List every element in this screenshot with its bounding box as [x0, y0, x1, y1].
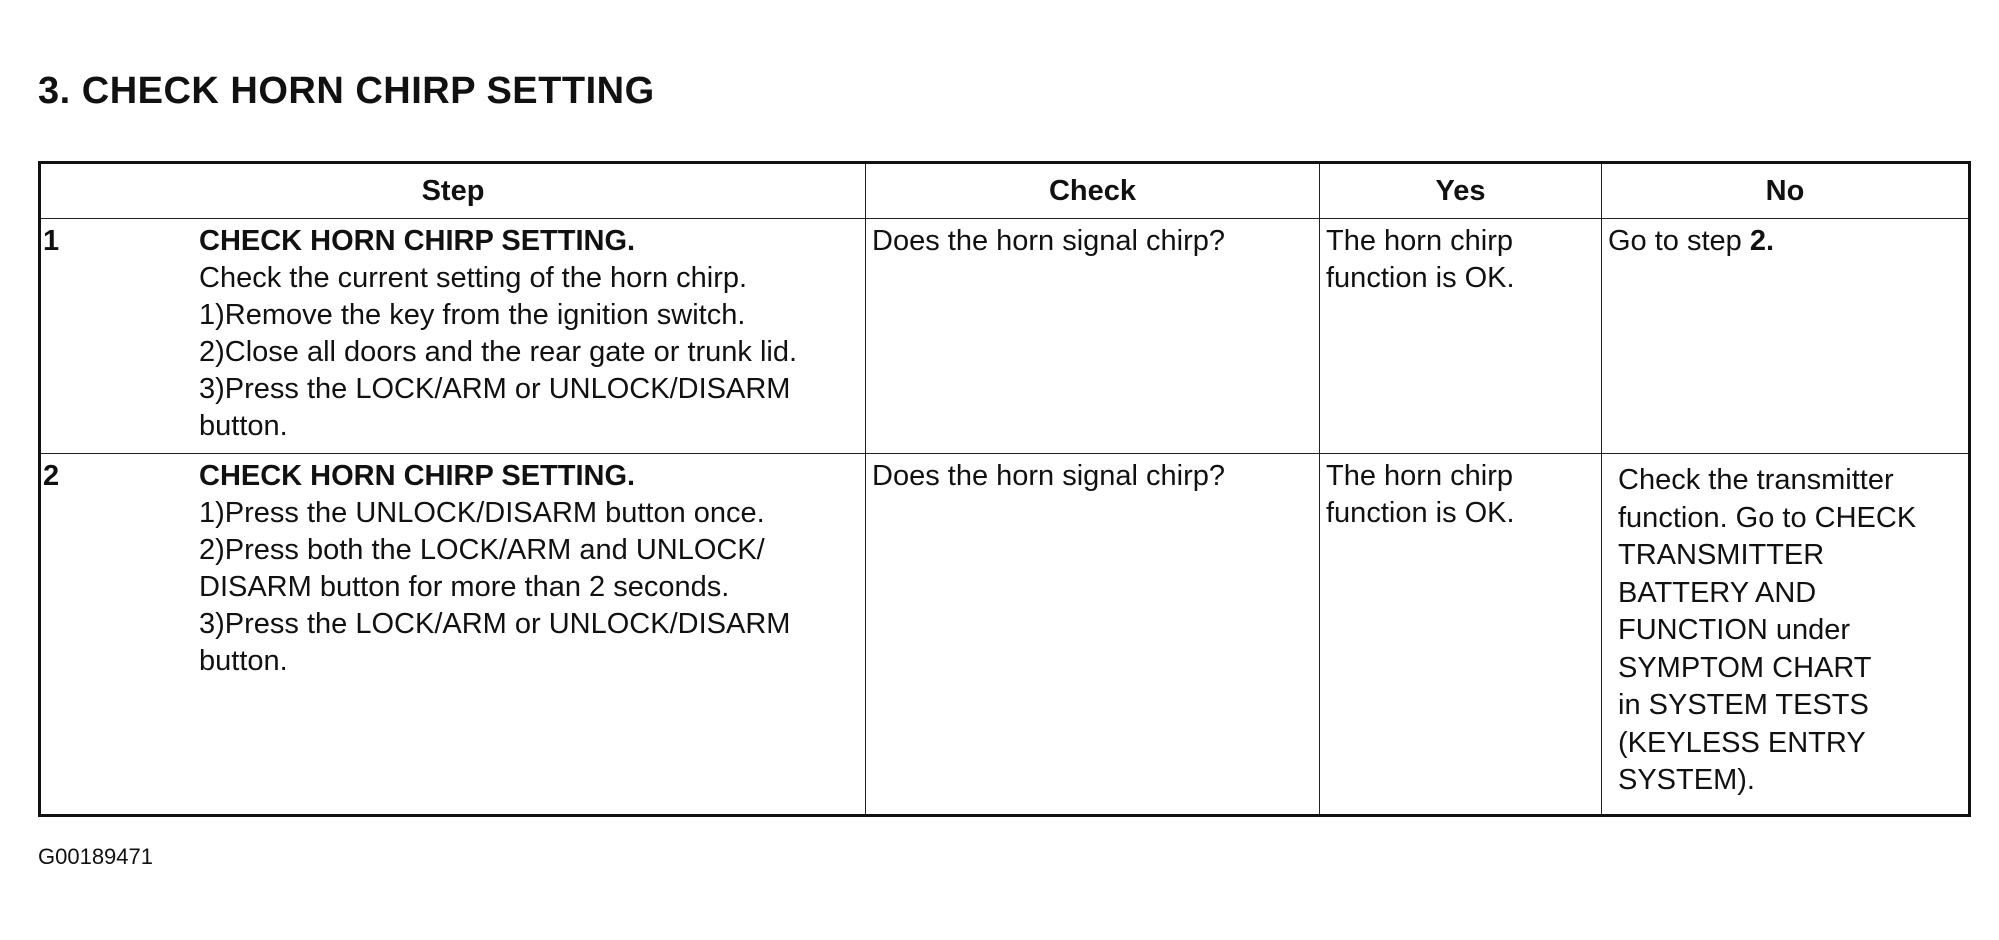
- step-number: 2: [43, 460, 60, 492]
- yes-cell: [1320, 219, 1602, 454]
- step-title: CHECK HORN CHIRP SETTING.: [199, 225, 636, 257]
- no-line: in SYSTEM TESTS: [1618, 689, 1869, 721]
- header-yes: Yes: [1320, 163, 1602, 219]
- no-line: BATTERY AND: [1618, 576, 1817, 609]
- header-check: Check: [866, 163, 1320, 219]
- step-line: 2)Press both the LOCK/ARM and UNLOCK/: [199, 534, 765, 566]
- check-cell: Does the horn signal chirp?: [866, 454, 1320, 816]
- header-no: No: [1602, 163, 1970, 219]
- step-cell: [40, 219, 866, 454]
- no-line: TRANSMITTER: [1618, 539, 1825, 571]
- step-body: [199, 223, 859, 445]
- no-text: Go to step: [1608, 225, 1750, 257]
- step-line: 3)Press the LOCK/ARM or UNLOCK/DISARM: [199, 608, 791, 640]
- no-cell: [1602, 454, 1970, 816]
- step-line: DISARM button for more than 2 seconds.: [199, 571, 730, 603]
- no-cell: [1602, 219, 1970, 454]
- no-line: Check the transmitter: [1618, 464, 1894, 496]
- step-body: [199, 458, 859, 680]
- check-cell: Does the horn signal chirp?: [866, 219, 1320, 454]
- no-step-ref: 2.: [1749, 225, 1775, 257]
- step-line: 1)Remove the key from the ignition switch.: [199, 299, 746, 331]
- step-line: 1)Press the UNLOCK/DISARM button once.: [199, 497, 765, 529]
- table-row: [40, 219, 1970, 454]
- step-title: CHECK HORN CHIRP SETTING.: [199, 460, 636, 492]
- yes-line: function is OK.: [1326, 497, 1515, 529]
- yes-cell: [1320, 454, 1602, 816]
- table-row: [40, 454, 1970, 816]
- yes-line: The horn chirp: [1326, 460, 1513, 492]
- step-line: 3)Press the LOCK/ARM or UNLOCK/DISARM: [199, 373, 791, 405]
- step-line: Check the current setting of the horn chirp.: [199, 262, 748, 294]
- step-line: button.: [199, 410, 288, 442]
- no-line: function. Go to CHECK: [1618, 501, 1917, 534]
- table-header-row: [40, 163, 1970, 219]
- no-line: (KEYLESS ENTRY: [1618, 726, 1866, 759]
- yes-line: function is OK.: [1326, 262, 1515, 294]
- no-line: SYSTEM).: [1618, 764, 1755, 796]
- step-line: button.: [199, 645, 288, 677]
- step-cell: [40, 454, 866, 816]
- yes-line: The horn chirp: [1326, 225, 1513, 257]
- header-step: Step: [40, 163, 866, 219]
- diagnostic-table: [38, 161, 1971, 817]
- step-line: 2)Close all doors and the rear gate or trunk lid.: [199, 336, 798, 368]
- no-line: FUNCTION under: [1618, 614, 1851, 646]
- page-title: 3. CHECK HORN CHIRP SETTING: [38, 70, 655, 112]
- step-number: 1: [43, 225, 60, 257]
- figure-id: G00189471: [38, 844, 153, 869]
- no-line: SYMPTOM CHART: [1618, 651, 1872, 684]
